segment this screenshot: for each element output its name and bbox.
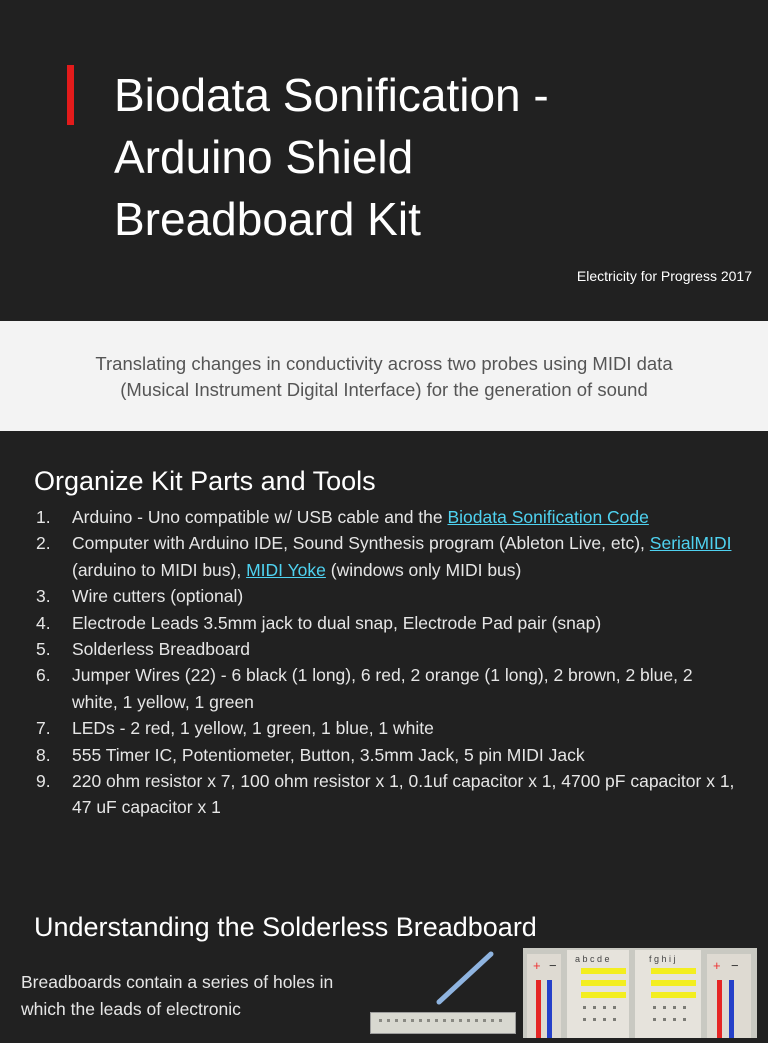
list-number: 9.	[36, 771, 51, 792]
list-item	[0, 583, 740, 609]
list-item	[0, 742, 740, 768]
list-item	[0, 636, 740, 662]
breadboard-photo	[523, 948, 757, 1038]
breadboard-line-1: Breadboards contain a series of holes in	[21, 972, 334, 992]
mini-breadboard-image	[370, 1012, 516, 1034]
list-number: 6.	[36, 665, 51, 686]
title-line-2: Arduino Shield	[114, 131, 414, 183]
serialmidi-link[interactable]: SerialMIDI	[649, 533, 732, 554]
list-item	[0, 715, 740, 741]
parts-heading: Organize Kit Parts and Tools	[34, 466, 376, 496]
plus-label-left: +	[533, 958, 541, 973]
column-labels-right: f g h i j	[649, 954, 676, 964]
biodata-code-link[interactable]: Biodata Sonification Code	[447, 507, 649, 527]
summary-line-1: Translating changes in conductivity across two probes using MIDI data	[95, 353, 673, 374]
list-item	[0, 610, 740, 636]
list-number: 7.	[36, 718, 51, 739]
breadboard-line-2: which the leads of electronic	[21, 999, 241, 1019]
item-text: (windows only MIDI bus)	[325, 559, 522, 580]
title-accent-bar	[67, 65, 74, 125]
item-text: Arduino - Uno compatible w/ USB cable and the	[72, 507, 448, 527]
title-line-3: Breadboard Kit	[114, 193, 421, 245]
minus-label-right: −	[731, 958, 739, 973]
list-number: 2.	[36, 533, 51, 554]
list-item	[0, 530, 740, 583]
item-text: Electrode Leads 3.5mm jack to dual snap, Electrode Pad pair (snap)	[72, 612, 602, 633]
item-text: Wire cutters (optional)	[72, 586, 244, 607]
item-text: (arduino to MIDI bus),	[72, 559, 247, 580]
column-labels-left: a b c d e	[575, 954, 610, 964]
breadboard-diagram	[523, 948, 757, 1038]
item-text: Computer with Arduino IDE, Sound Synthesis program (Ableton Live, etc),	[72, 533, 650, 554]
list-number: 3.	[36, 586, 51, 607]
breadboard-holes-graphic	[371, 1013, 515, 1033]
minus-label-left: −	[549, 958, 557, 973]
list-number: 1.	[36, 507, 51, 527]
credit-text: Electricity for Progress 2017	[576, 268, 752, 284]
list-number: 8.	[36, 744, 51, 765]
item-text: Jumper Wires (22) - 6 black (1 long), 6 red, 2 orange (1 long), 2 brown, 2 blue, 2 white, 1 yellow, 1 green	[72, 665, 693, 712]
plus-label-right: +	[713, 958, 721, 973]
item-text: 220 ohm resistor x 7, 100 ohm resistor x 1, 0.1uf capacitor x 1, 4700 pF capacitor x 1, 47 uF capacitor x 1	[72, 771, 735, 818]
item-text: Solderless Breadboard	[72, 639, 251, 660]
jumper-wire-image	[433, 950, 497, 1006]
breadboard-description	[21, 969, 381, 1023]
title-line-1: Biodata Sonification -	[114, 69, 549, 121]
list-item	[0, 662, 740, 715]
page-title	[114, 64, 734, 250]
summary-line-2: (Musical Instrument Digital Interface) for the generation of sound	[120, 379, 648, 400]
item-text: 555 Timer IC, Potentiometer, Button, 3.5mm Jack, 5 pin MIDI Jack	[72, 744, 585, 765]
list-item	[0, 768, 740, 821]
breadboard-heading: Understanding the Solderless Breadboard	[34, 912, 537, 942]
midi-yoke-link[interactable]: MIDI Yoke	[246, 559, 326, 580]
item-text: LEDs - 2 red, 1 yellow, 1 green, 1 blue, 1 white	[72, 718, 434, 739]
list-item	[0, 504, 740, 530]
list-number: 5.	[36, 639, 51, 660]
summary-band	[0, 321, 768, 431]
summary-text	[0, 351, 768, 403]
parts-list	[0, 504, 740, 821]
list-number: 4.	[36, 612, 51, 633]
